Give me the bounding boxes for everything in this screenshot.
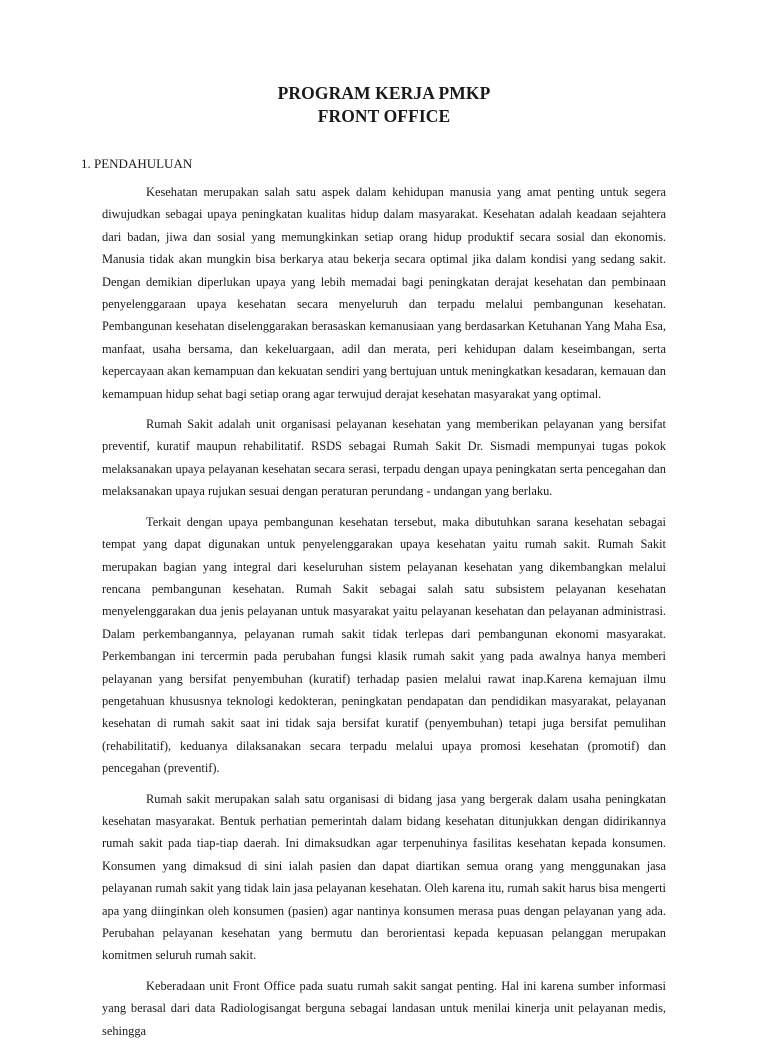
title-line-2: FRONT OFFICE [317,106,451,126]
title-line-1: PROGRAM KERJA PMKP [277,83,491,103]
paragraph-3: Terkait dengan upaya pembangunan kesehatan tersebut, maka dibutuhkan sarana kesehatan sebagai tempat yang dapat digunakan untuk penyelenggarakan upaya kesehatan yaitu rumah sakit. Rumah Sakit merupakan bagian yang integral dari keseluruhan sistem pelayanan kesehatan yang dikembangkan melalui rencana pembangunan kesehatan. Rumah Sakit sebagai salah satu subsistem pelayanan kesehatan menyelenggarakan dua jenis pelayanan untuk masyarakat yaitu pelayanan kesehatan dan pelayanan administrasi. Dalam perkembangannya, pelayanan rumah sakit tidak terlepas dari pembangunan ekonomi masyarakat. Perkembangan ini tercermin pada perubahan fungsi klasik rumah sakit yang pada awalnya hanya memberi pelayanan yang bersifat penyembuhan (kuratif) terhadap pasien melalui rawat inap.Karena kemajuan ilmu pengetahuan khususnya teknologi kedokteran, peningkatan pendapatan dan pendidikan masyarakat, pelayanan kesehatan di rumah sakit saat ini tidak saja bersifat kuratif (penyembuhan) tetapi juga bersifat pemulihan (rehabilitatif), keduanya dilaksanakan secara terpadu melalui upaya promosi kesehatan (promotif) dan pencegahan (preventif). [102,514,666,776]
paragraph-2: Rumah Sakit adalah unit organisasi pelayanan kesehatan yang memberikan pelayanan yang bersifat preventif, kuratif maupun rehabilitatif. RSDS sebagai Rumah Sakit Dr. Sismadi mempunyai tugas pokok melaksanakan upaya pelayanan kesehatan secara serasi, terpadu dengan upaya peningkatan serta pencegahan dan melaksanakan upaya rujukan sesuai dengan peraturan perundang - undangan yang berlaku. [102,417,666,499]
paragraph-5: Keberadaan unit Front Office pada suatu rumah sakit sangat penting. Hal ini karena sumber informasi yang berasal dari data Radiologisangat berguna sebagai landasan untuk menilai kinerja unit pelayanan medis, sehingga [102,978,666,1038]
document-title [102,82,666,128]
paragraph-4: Rumah sakit merupakan salah satu organisasi di bidang jasa yang bergerak dalam usaha peningkatan kesehatan masyarakat. Bentuk perhatian pemerintah dalam bidang kesehatan ditunjukkan dengan didirikannya rumah sakit pada tiap-tiap daerah. Ini dimaksudkan agar terpenuhinya fasilitas kesehatan kepada konsumen. Konsumen yang dimaksud di sini ialah pasien dan dapat diartikan semua orang yang menggunakan jasa pelayanan rumah sakit yang tidak lain jasa pelayanan kesehatan. Oleh karena itu, rumah sakit harus bisa mengerti apa yang diinginkan oleh konsumen (pasien) agar nantinya konsumen merasa puas dengan pelayanan yang ada. Perubahan pelayanan kesehatan yang bermutu dan berorientasi kepada kepuasan pelanggan merupakan komitmen seluruh rumah sakit. [102,791,666,963]
section-heading: 1. PENDAHULUAN [81,156,193,171]
paragraph-1: Kesehatan merupakan salah satu aspek dalam kehidupan manusia yang amat penting untuk segera diwujudkan sebagai upaya peningkatan kualitas hidup dalam masyarakat. Kesehatan adalah keadaan sejahtera dari badan, jiwa dan sosial yang memungkinkan setiap orang hidup produktif secara sosial dan ekonomis. Manusia tidak akan mungkin bisa berkarya atau bekerja secara optimal jika dalam kondisi yang sedang sakit. Dengan demikian diperlukan upaya yang lebih memadai bagi peningkatan derajat kesehatan dan pembinaan penyelenggaraan upaya kesehatan secara menyeluruh dan terpadu melalui pembangunan kesehatan. Pembangunan kesehatan diselenggarakan berasaskan kemanusiaan yang berdasarkan Ketuhanan Yang Maha Esa, manfaat, usaha bersama, dan kekeluargaan, adil dan merata, peri kehidupan dalam keseimbangan, serta kepercayaan akan kemampuan dan kekuatan sendiri yang bertujuan untuk meningkatkan kesadaran, kemauan dan kemampuan hidup sehat bagi setiap orang agar terwujud derajat kesehatan masyarakat yang optimal. [102,185,666,401]
